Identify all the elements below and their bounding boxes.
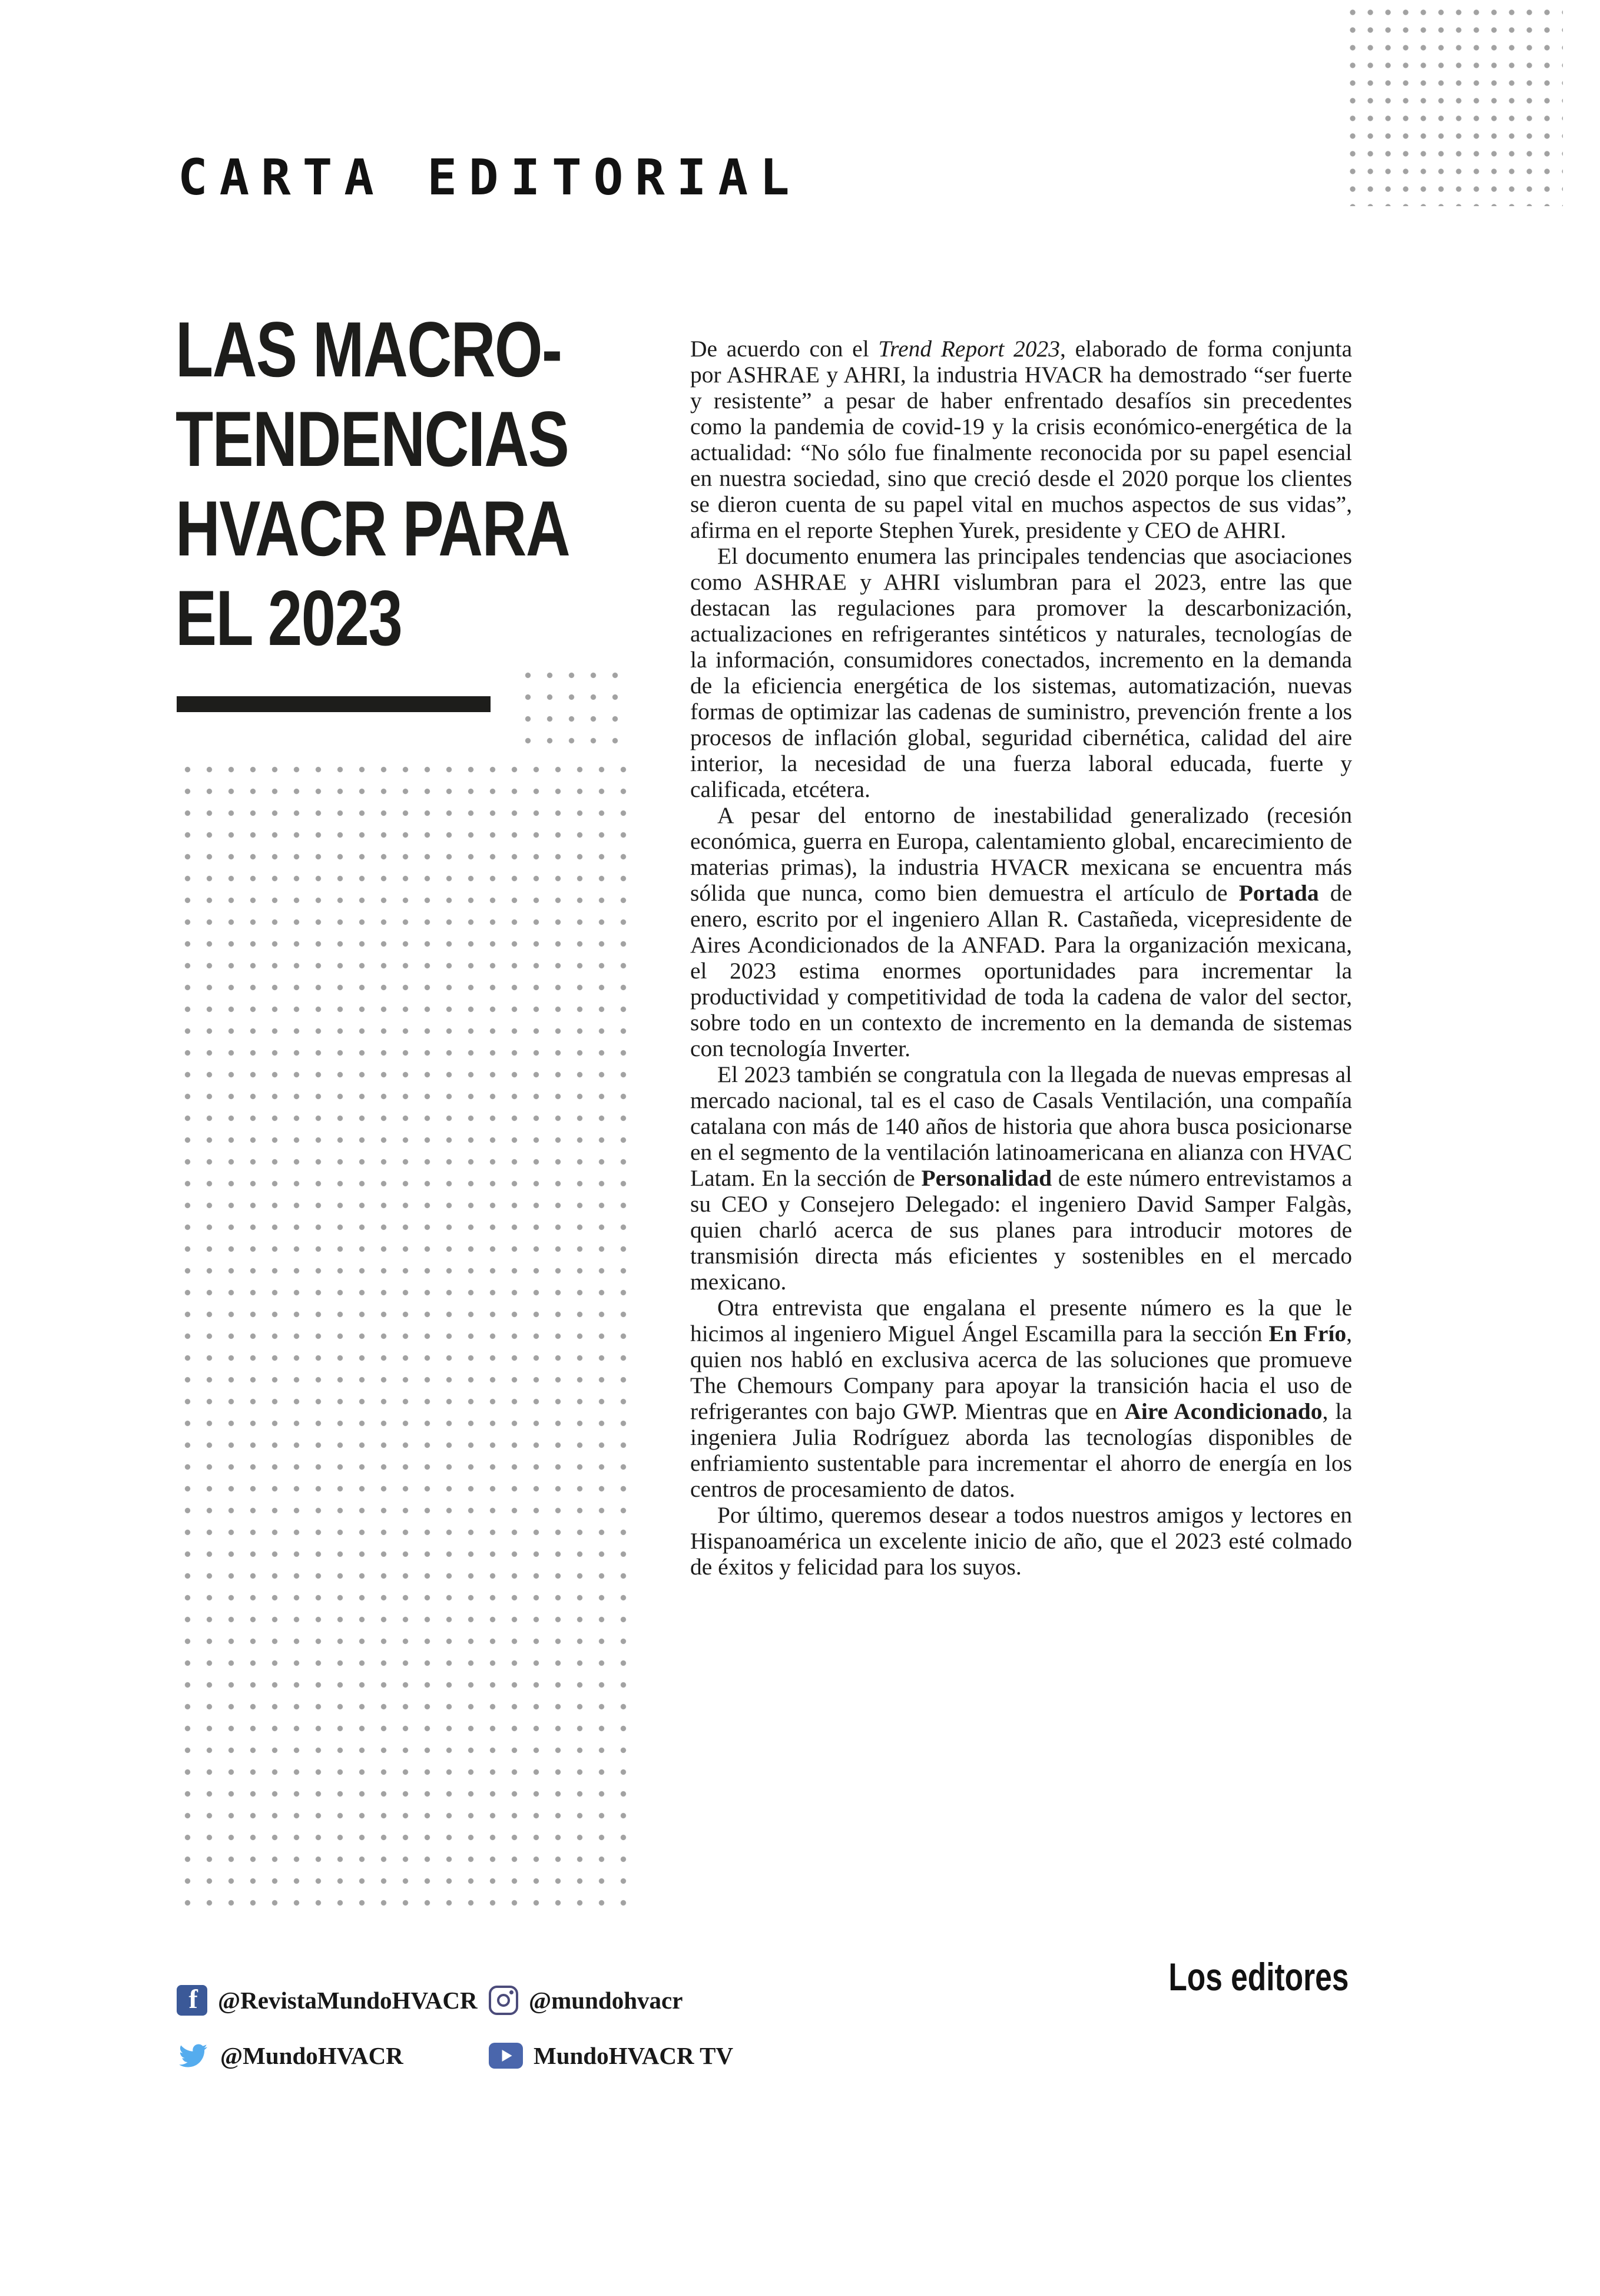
article-headline bbox=[175, 305, 569, 663]
article-body bbox=[690, 336, 1352, 1580]
youtube-icon bbox=[489, 2043, 523, 2069]
social-link-twitter[interactable] bbox=[177, 2039, 403, 2072]
social-link-facebook[interactable] bbox=[177, 1984, 478, 2017]
headline-line: EL 2023 bbox=[175, 575, 402, 662]
youtube-handle: MundoHVACR TV bbox=[534, 2042, 734, 2069]
paragraph: A pesar del entorno de inestabilidad generalizado (recesión económica, guerra en Europa, calentamiento global, encarecimiento de materias primas), la industria HVACR mexicana se encuentra más sólida que nunca, como bien demuestra el artículo de Portada de enero, escrito por el ingeniero Allan R. Castañeda, vicepresidente de Aires Acondicionados de la ANFAD. Para la organización mexicana, el 2023 estima enormes oportunidades para incrementar la productividad y competitividad de toda la cadena de valor del sector, sobre todo en un contexto de incremento en la demanda de sistemas con tecnología Inverter. bbox=[690, 802, 1352, 1061]
paragraph: De acuerdo con el Trend Report 2023, elaborado de forma conjunta por ASHRAE y AHRI, la industria HVACR ha demostrado “ser fuerte y resistente” a pesar de haber enfrentado desafíos sin precedentes como la pandemia de covid-19 y la crisis económico-energética de la actualidad: “No sólo fue finalmente reconocida por su papel esencial en nuestra sociedad, sino que creció desde el 2020 porque los clientes se dieron cuenta de su papel vital en muchos aspectos de sus vidas”, afirma en el reporte Stephen Yurek, presidente y CEO de AHRI. bbox=[690, 336, 1352, 543]
headline-line: LAS MACRO- bbox=[175, 306, 562, 393]
headline-line: TENDENCIAS bbox=[175, 396, 569, 483]
twitter-handle: @MundoHVACR bbox=[220, 2042, 403, 2069]
signature: Los editores bbox=[1168, 1955, 1349, 1999]
dot-pattern-left-column bbox=[177, 759, 634, 1907]
instagram-dot bbox=[509, 1990, 514, 1994]
paragraph: El documento enumera las principales tendencias que asociaciones como ASHRAE y AHRI vislumbran para el 2023, entre las que destacan las regulaciones para promover la descarbonización, actualizaciones en refrigerantes sintéticos y naturales, tecnologías de la información, consumidores conectados, incremento en la demanda de la eficiencia energética de los sistemas, automatización, nuevas formas de optimizar las cadenas de suministro, prevención frente a los procesos de inflación global, seguridad cibernética, calidad del aire interior, la necesidad de una fuerza laboral educada, fuerte y calificada, etcétera. bbox=[690, 543, 1352, 802]
social-link-youtube[interactable] bbox=[489, 2039, 733, 2072]
paragraph: Por último, queremos desear a todos nuestros amigos y lectores en Hispanoamérica un excelente inicio de año, que el 2023 esté colmado de éxitos y felicidad para los suyos. bbox=[690, 1502, 1352, 1580]
instagram-lens bbox=[497, 1994, 510, 2007]
dot-pattern-top-right bbox=[1344, 4, 1563, 206]
social-link-instagram[interactable] bbox=[489, 1984, 683, 2017]
twitter-icon bbox=[177, 2042, 210, 2070]
facebook-handle: @RevistaMundoHVACR bbox=[218, 1987, 478, 2014]
instagram-handle: @mundohvacr bbox=[529, 1987, 683, 2014]
paragraph: Otra entrevista que engalana el presente número es la que le hicimos al ingeniero Miguel Ángel Escamilla para la sección En Frío, quien nos habló en exclusiva acerca de las soluciones que promueve The Chemours Company para apoyar la transición hacia el uso de refrigerantes con bajo GWP. Mientras que en Aire Acondicionado, la ingeniera Julia Rodríguez aborda las tecnologías disponibles de enfriamiento sustentable para incrementar el ahorro de energía en los centros de procesamiento de datos. bbox=[690, 1295, 1352, 1502]
facebook-icon bbox=[177, 1985, 207, 2016]
headline-line: HVACR PARA bbox=[175, 485, 570, 573]
section-label: CARTA EDITORIAL bbox=[178, 148, 801, 206]
instagram-icon bbox=[489, 1986, 518, 2015]
headline-underline-bar bbox=[177, 696, 491, 712]
paragraph: El 2023 también se congratula con la llegada de nuevas empresas al mercado nacional, tal es el caso de Casals Ventilación, una compañía catalana con más de 140 años de historia que ahora busca posicionarse en el segmento de la ventilación latinoamericana en alianza con HVAC Latam. En la sección de Personalidad de este número entrevistamos a su CEO y Consejero Delegado: el ingeniero David Samper Falgàs, quien charló acerca de sus planes para introducir motores de transmisión directa más eficientes y sostenibles en el mercado mexicano. bbox=[690, 1061, 1353, 1295]
dot-pattern-beside-bar bbox=[517, 664, 634, 759]
